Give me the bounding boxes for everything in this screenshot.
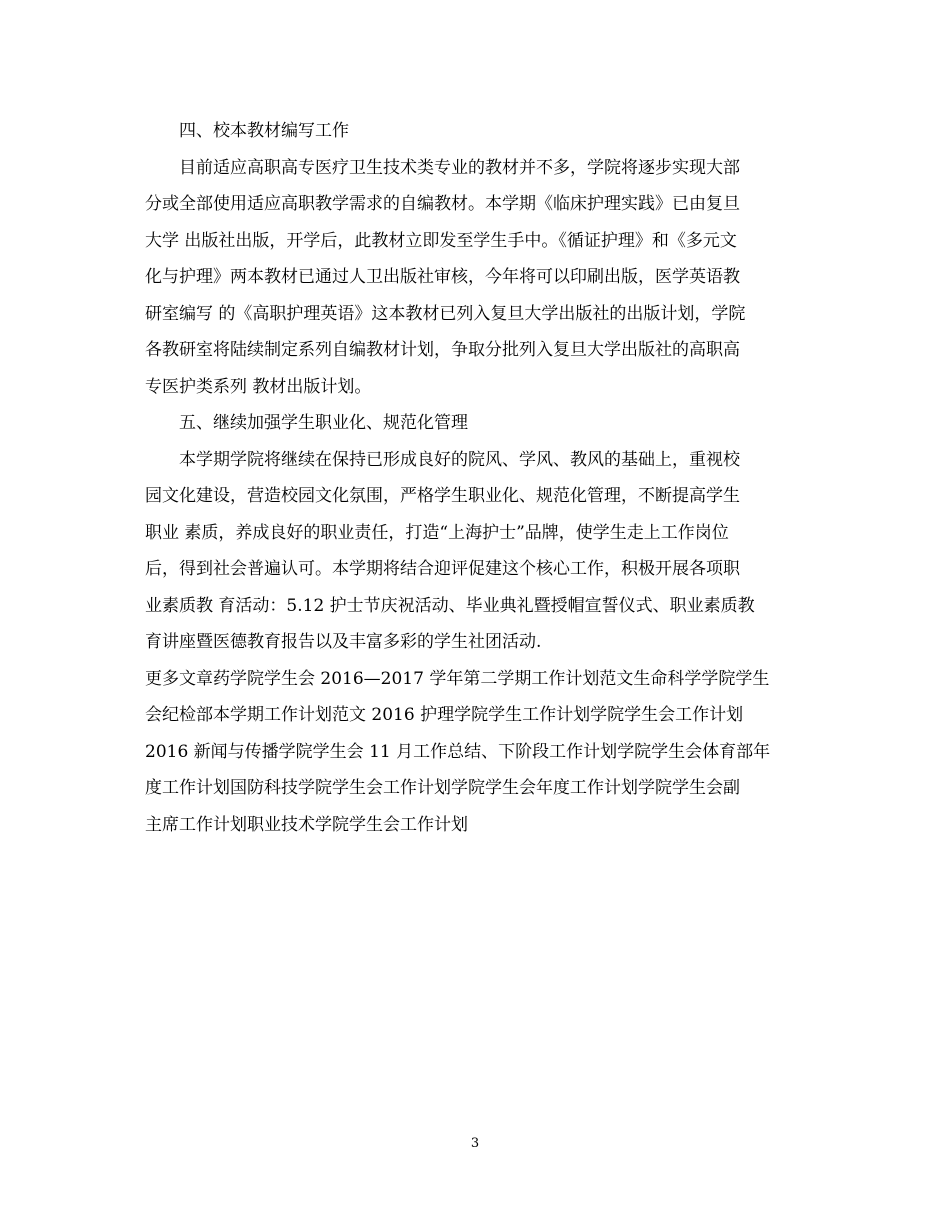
paragraph-line: 研室编写 的《高职护理英语》这本教材已列入复旦大学出版社的出版计划，学院	[145, 303, 746, 324]
paragraph-line: 后，得到社会普遍认可。本学期将结合迎评促建这个核心工作，积极开展各项职	[145, 559, 740, 579]
paragraph-line: 育讲座暨医德教育报告以及丰富多彩的学生社团活动.	[145, 632, 542, 652]
related-articles-line: 会纪检部本学期工作计划范文 2016 护理学院学生工作计划学院学生会工作计划	[145, 705, 744, 725]
section-heading-textbook-writing: 四、校本教材编写工作	[179, 121, 349, 141]
paragraph-line: 职业 素质，养成良好的职业责任，打造“上海护士”品牌，使学生走上工作岗位	[145, 522, 729, 543]
paragraph-line: 目前适应高职高专医疗卫生技术类专业的教材并不多，学院将逐步实现大部	[179, 157, 740, 178]
related-articles-line: 2016 新闻与传播学院学生会 11 月工作总结、下阶段工作计划学院学生会体育部年	[145, 741, 771, 762]
related-articles-line: 度工作计划国防科技学院学生会工作计划学院学生会年度工作计划学院学生会副	[145, 778, 740, 798]
paragraph-line: 专医护类系列 教材出版计划。	[145, 376, 372, 397]
paragraph-line: 本学期学院将继续在保持已形成良好的院风、学风、教风的基础上，重视校	[179, 449, 740, 470]
page-number: 3	[470, 1136, 480, 1151]
related-articles-line: 主席工作计划职业技术学院学生会工作计划	[145, 814, 468, 835]
related-articles-line: 更多文章药学院学生会 2016—2017 学年第二学期工作计划范文生命科学学院学生	[145, 668, 770, 689]
paragraph-line: 业素质教 育活动：5.12 护士节庆祝活动、毕业典礼暨授帽宣誓仪式、职业素质教	[145, 595, 755, 616]
paragraph-line: 园文化建设，营造校园文化氛围，严格学生职业化、规范化管理，不断提高学生	[145, 486, 740, 506]
paragraph-line: 各教研室将陆续制定系列自编教材计划，争取分批列入复旦大学出版社的高职高	[145, 340, 740, 360]
document-body	[145, 113, 810, 843]
paragraph-line: 大学 出版社出版，开学后，此教材立即发至学生手中。《循证护理》和《多元文	[145, 230, 737, 251]
section-heading-student-management: 五、继续加强学生职业化、规范化管理	[179, 413, 468, 433]
paragraph-line: 分或全部使用适应高职教学需求的自编教材。本学期《临床护理实践》已由复旦	[145, 194, 740, 214]
paragraph-line: 化与护理》两本教材已通过人卫出版社审核，今年将可以印刷出版，医学英语教	[145, 267, 740, 287]
